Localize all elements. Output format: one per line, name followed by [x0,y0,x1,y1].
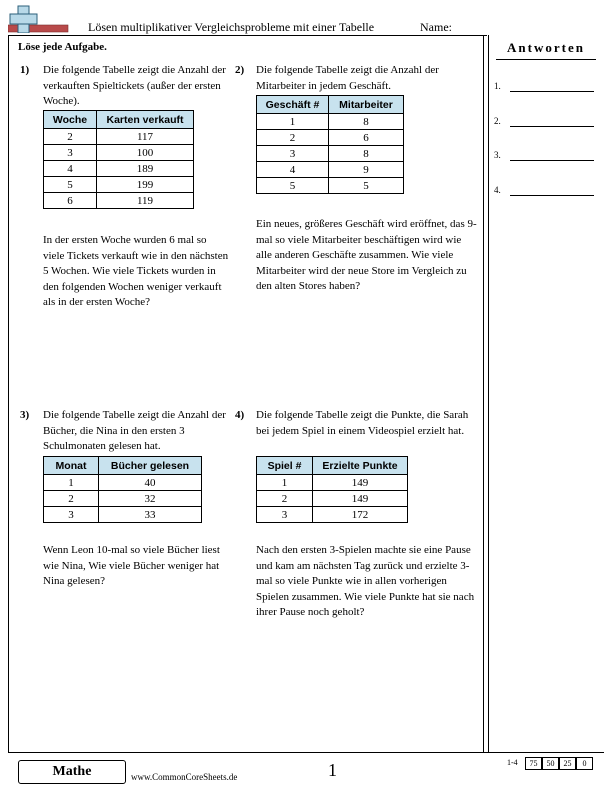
page-number: 1 [328,760,337,780]
table-cell: 3 [44,145,97,161]
table-cell: 6 [329,130,404,146]
page-title: Lösen multiplikativer Vergleichsprobleme mit einer Tabelle [88,20,375,34]
table-cell: 4 [44,161,97,177]
table-cell: 2 [257,491,313,507]
table-cell: 4 [257,162,329,178]
table-cell: 172 [313,507,408,523]
data-table-1 [43,110,194,209]
table-cell: 149 [313,475,408,491]
table-cell: 3 [257,507,313,523]
problem-number-2: 2) [235,64,245,76]
table-header: Erzielte Punkte [313,457,408,475]
plus-logo-icon [8,5,70,33]
answers-heading: Antworten [507,40,585,55]
table-cell: 2 [44,129,97,145]
instructions: Löse jede Aufgabe. [18,41,107,53]
problem-intro-1: Die folgende Tabelle zeigt die Anzahl der verkauften Spieltickets (außer der ersten Woche). [43,64,226,107]
answer-label-3: 3. [494,150,501,160]
table-header: Woche [44,111,97,129]
problem-intro-2: Die folgende Tabelle zeigt die Anzahl der Mitarbeiter in jedem Geschäft. [256,64,439,92]
header-rule [8,35,487,36]
table-cell: 33 [99,507,202,523]
website-link[interactable]: www.CommonCoreSheets.de [131,772,238,782]
table-cell: 2 [44,491,99,507]
problem-question-2: Ein neues, größeres Geschäft wird eröffnet, das 9-mal so viele Mitarbeiter beschäftigen wird wie alle anderen Geschäfte zusammen. Wie viele Mitarbeiter wird der neue Store im Vergleich zu den alten Stores haben? [256,218,477,292]
answer-label-2: 2. [494,116,501,126]
subject-badge: Mathe [18,760,126,784]
table-cell: 32 [99,491,202,507]
table-cell: 40 [99,475,202,491]
table-cell: 189 [97,161,194,177]
table-cell: 6 [44,193,97,209]
problem-question-1: In der ersten Woche wurden 6 mal so viele Tickets verkauft wie in den nächsten 5 Wochen. Wie viele Tickets wurden in den folgenden Wochen weniger verkauft als in der ersten Woche? [43,234,229,308]
answers-heading-rule [496,59,596,60]
frame-left-border [8,35,9,753]
frame-bottom-border [8,752,604,753]
score-box-75: 75 [525,757,542,770]
table-cell: 9 [329,162,404,178]
table-header: Karten verkauft [97,111,194,129]
table-cell: 117 [97,129,194,145]
problem-number-3: 3) [20,409,30,421]
data-table-3 [43,456,202,523]
score-box-0: 0 [576,757,593,770]
table-cell: 5 [257,178,329,194]
score-box-50: 50 [542,757,559,770]
problem-question-4: Nach den ersten 3-Spielen machte sie eine Pause und kam am nächsten Tag zurück und erzielte 3-mal so viele Punkte wie in allen vorherigen Spielen zusammen. Wie viele Punkte hat sie nach ihrer Pause noch geholt? [256,544,475,618]
table-cell: 5 [329,178,404,194]
table-cell: 119 [97,193,194,209]
table-cell: 1 [257,475,313,491]
answer-line-4[interactable] [510,195,594,196]
table-cell: 149 [313,491,408,507]
data-table-4 [256,456,408,523]
problem-intro-4: Die folgende Tabelle zeigt die Punkte, die Sarah bei jedem Spiel in einem Videospiel erzielt hat. [256,409,469,437]
answer-column-divider-inner [488,35,489,753]
score-range: 1-4 [507,758,518,767]
table-cell: 199 [97,177,194,193]
table-cell: 8 [329,146,404,162]
problem-question-3: Wenn Leon 10-mal so viele Bücher liest wie Nina, Wie viele Bücher weniger hat Nina gelesen? [43,544,220,587]
table-header: Mitarbeiter [329,96,404,114]
answer-line-3[interactable] [510,160,594,161]
table-header: Bücher gelesen [99,457,202,475]
table-header: Monat [44,457,99,475]
problem-number-4: 4) [235,409,245,421]
score-box-25: 25 [559,757,576,770]
answer-column-divider [483,35,484,753]
table-cell: 3 [257,146,329,162]
answer-line-1[interactable] [510,91,594,92]
table-cell: 1 [257,114,329,130]
problem-intro-3: Die folgende Tabelle zeigt die Anzahl der Bücher, die Nina in den ersten 3 Schulmonaten gelesen hat. [43,409,226,452]
answer-label-4: 4. [494,185,501,195]
table-cell: 8 [329,114,404,130]
table-cell: 2 [257,130,329,146]
answer-label-1: 1. [494,81,501,91]
name-label: Name: [420,20,452,34]
table-cell: 5 [44,177,97,193]
table-cell: 1 [44,475,99,491]
table-cell: 3 [44,507,99,523]
answer-line-2[interactable] [510,126,594,127]
problem-number-1: 1) [20,64,30,76]
table-header: Spiel # [257,457,313,475]
table-header: Geschäft # [257,96,329,114]
table-cell: 100 [97,145,194,161]
data-table-2 [256,95,404,194]
